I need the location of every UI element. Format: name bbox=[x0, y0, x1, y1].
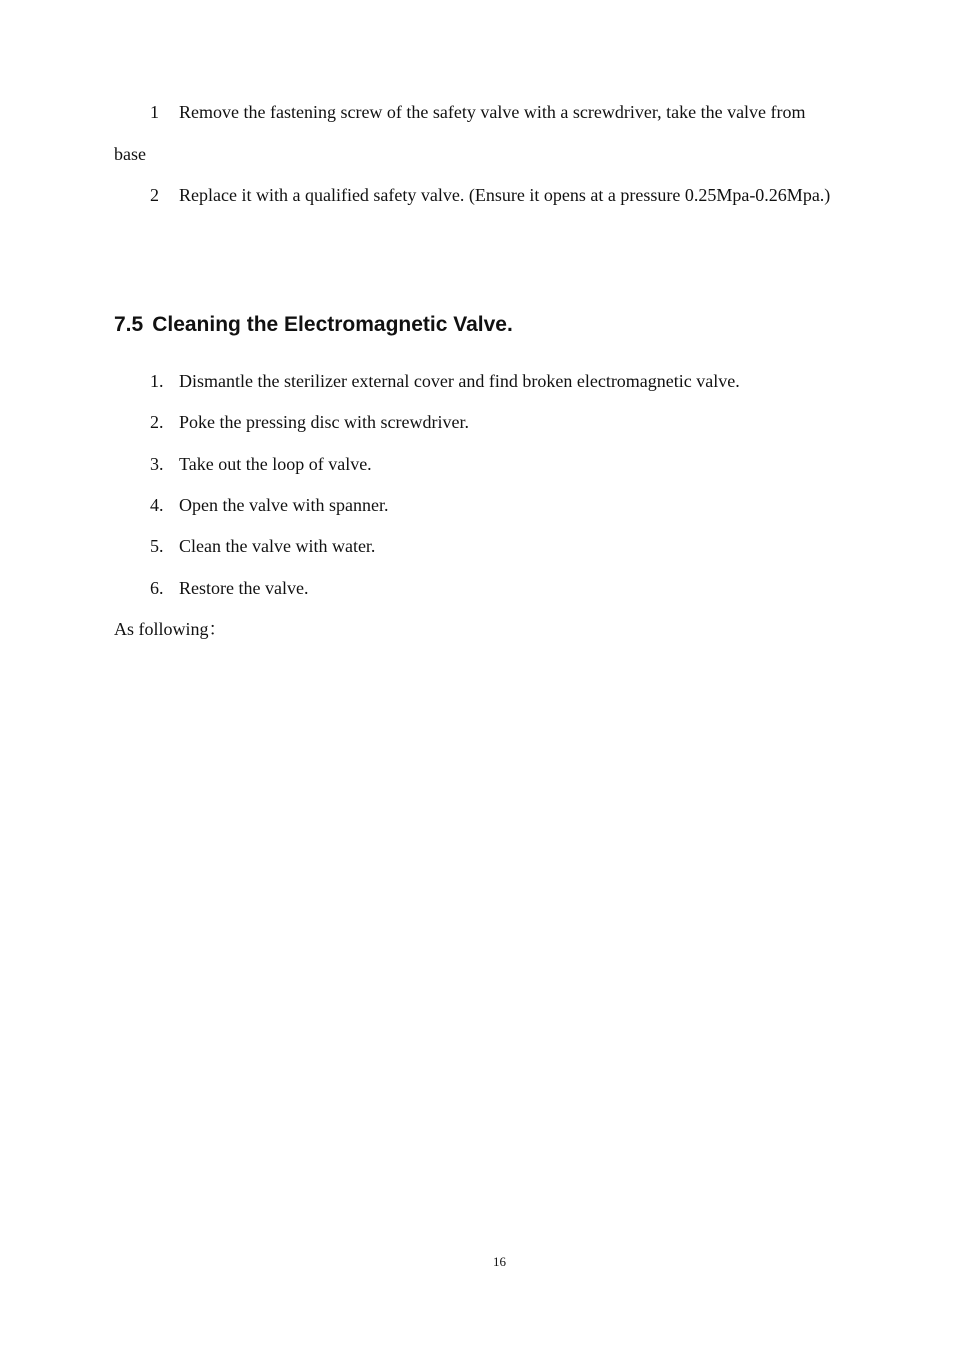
step-number: 6. bbox=[150, 578, 164, 598]
section-heading bbox=[114, 312, 513, 338]
step-text: Poke the pressing disc with screwdriver. bbox=[179, 412, 469, 432]
closing-text: As following： bbox=[114, 619, 227, 639]
step-text: Dismantle the sterilizer external cover and find broken electromagnetic valve. bbox=[179, 371, 740, 391]
step-text: Take out the loop of valve. bbox=[179, 454, 372, 474]
section-title: Cleaning the Electromagnetic Valve. bbox=[152, 313, 513, 336]
step-text: Replace it with a qualified safety valve. (Ensure it opens at a pressure 0.25Mpa-0.26Mpa.) bbox=[179, 185, 831, 205]
step-number: 2 bbox=[150, 185, 159, 205]
section-number: 7.5 bbox=[114, 313, 144, 336]
step-number: 5. bbox=[150, 536, 164, 556]
step-number: 1 bbox=[150, 102, 159, 122]
step-number: 3. bbox=[150, 454, 164, 474]
step-text: Restore the valve. bbox=[179, 578, 309, 598]
step-text: Open the valve with spanner. bbox=[179, 495, 389, 515]
continuation-text: base bbox=[114, 144, 146, 164]
step-text: Remove the fastening screw of the safety valve with a screwdriver, take the valve from bbox=[179, 102, 806, 122]
step-number: 4. bbox=[150, 495, 164, 515]
page-number: 16 bbox=[493, 1254, 506, 1269]
step-number: 2. bbox=[150, 412, 164, 432]
step-number: 1. bbox=[150, 371, 164, 391]
step-text: Clean the valve with water. bbox=[179, 536, 376, 556]
